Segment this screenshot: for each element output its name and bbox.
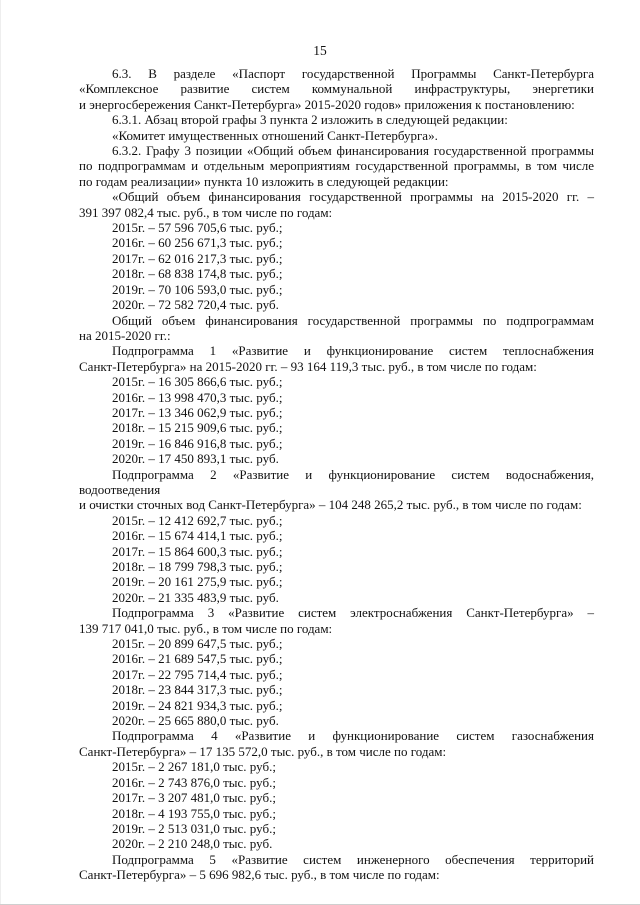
- text-line: 2019г. – 2 513 031,0 тыс. руб.;: [112, 820, 276, 836]
- text-line: 2018г. – 18 799 798,3 тыс. руб.;: [112, 559, 283, 574]
- text-line: 2015г. – 12 412 692,7 тыс. руб.;: [112, 512, 283, 528]
- text-line: 2016г. – 60 256 671,3 тыс. руб.;: [112, 235, 283, 251]
- text-line: 2020г. – 25 665 880,0 тыс. руб.: [112, 713, 279, 729]
- page-number: 15: [313, 43, 327, 58]
- text-line: 2018г. – 15 215 909,6 тыс. руб.;: [112, 420, 283, 436]
- text-line: 2019г. – 20 161 275,9 тыс. руб.;: [112, 574, 283, 590]
- text-line: 2019г. – 16 846 916,8 тыс. руб.;: [112, 435, 283, 451]
- text-line: 2020г. – 2 210 248,0 тыс. руб.: [112, 836, 273, 852]
- text-line: 2019г. – 24 821 934,3 тыс. руб.;: [112, 697, 283, 713]
- text-line: Общий объем финансирования государственной программы по подпрограммам: [112, 312, 594, 328]
- text-line: «Комитет имущественных отношений Санкт-Петербурга».: [112, 127, 438, 143]
- text-line: Подпрограмма 5 «Развитие систем инженерного обеспечения территорий: [112, 851, 594, 867]
- text-line: 6.3.1. Абзац второй графы 3 пункта 2 изложить в следующей редакции:: [112, 112, 508, 128]
- text-line: 2020г. – 17 450 893,1 тыс. руб.: [112, 451, 279, 467]
- text-line: Санкт-Петербурга» на 2015-2020 гг. – 93 164 119,3 тыс. руб., в том числе по годам:: [79, 358, 537, 374]
- text-line: 2017г. – 15 864 600,3 тыс. руб.;: [112, 543, 283, 559]
- text-line: 2020г. – 72 582 720,4 тыс. руб.: [112, 297, 279, 313]
- text-line: 139 717 041,0 тыс. руб., в том числе по годам:: [79, 620, 333, 636]
- text-line: Санкт-Петербурга» – 5 696 982,6 тыс. руб., в том числе по годам:: [79, 867, 440, 883]
- text-line: Подпрограмма 3 «Развитие систем электроснабжения Санкт-Петербурга» –: [112, 605, 594, 621]
- text-line: 2016г. – 15 674 414,1 тыс. руб.;: [112, 528, 283, 544]
- text-line: 2015г. – 20 899 647,5 тыс. руб.;: [112, 636, 283, 652]
- text-line: и энергосбережения Санкт-Петербурга» 2015-2020 годов» приложения к постановлению:: [79, 96, 575, 112]
- text-line: 2018г. – 68 838 174,8 тыс. руб.;: [112, 266, 283, 282]
- text-line: 2019г. – 70 106 593,0 тыс. руб.;: [112, 281, 283, 297]
- text-line: 391 397 082,4 тыс. руб., в том числе по годам:: [79, 204, 333, 220]
- text-line: 6.3.2. Графу 3 позиции «Общий объем финансирования государственной программы: [112, 143, 594, 159]
- text-line: 2016г. – 13 998 470,3 тыс. руб.;: [112, 389, 283, 405]
- text-line: 2017г. – 62 016 217,3 тыс. руб.;: [112, 250, 283, 266]
- text-line: и очистки сточных вод Санкт-Петербурга» – 104 248 265,2 тыс. руб., в том числе по годам:: [79, 497, 582, 513]
- text-line: «Комплексное развитие систем коммунальной инфраструктуры, энергетики: [79, 81, 594, 97]
- text-line: Подпрограмма 4 «Развитие и функционирование систем газоснабжения: [112, 728, 594, 744]
- text-line: 2015г. – 2 267 181,0 тыс. руб.;: [112, 759, 276, 775]
- text-line: 2017г. – 22 795 714,4 тыс. руб.;: [112, 666, 283, 682]
- text-line: 2016г. – 2 743 876,0 тыс. руб.;: [112, 774, 276, 790]
- text-line: по годам реализации» пункта 10 изложить в следующей редакции:: [79, 173, 449, 189]
- text-line: Санкт-Петербурга» – 17 135 572,0 тыс. руб., в том числе по годам:: [79, 743, 447, 759]
- text-line: по подпрограммам и отдельным мероприятиям государственной программы, в том числе: [79, 158, 594, 174]
- text-line: 2016г. – 21 689 547,5 тыс. руб.;: [112, 651, 283, 667]
- text-line: 2015г. – 57 596 705,6 тыс. руб.;: [112, 220, 283, 236]
- document-body: [79, 66, 594, 883]
- text-line: 2018г. – 4 193 755,0 тыс. руб.;: [112, 805, 276, 821]
- text-line: «Общий объем финансирования государственной программы на 2015-2020 гг. –: [112, 189, 594, 205]
- scan-edge: [0, 0, 1, 905]
- text-line: 2017г. – 13 346 062,9 тыс. руб.;: [112, 404, 283, 420]
- text-line: Подпрограмма 2 «Развитие и функционирование систем водоснабжения, водоотведения: [79, 466, 594, 497]
- text-line: 6.3. В разделе «Паспорт государственной Программы Санкт-Петербурга: [112, 66, 594, 81]
- text-line: на 2015-2020 гг.:: [79, 327, 171, 343]
- text-line: Подпрограмма 1 «Развитие и функционирование систем теплоснабжения: [112, 343, 594, 359]
- text-line: 2017г. – 3 207 481,0 тыс. руб.;: [112, 790, 276, 806]
- text-line: 2020г. – 21 335 483,9 тыс. руб.: [112, 589, 279, 605]
- text-line: 2015г. – 16 305 866,6 тыс. руб.;: [112, 374, 283, 390]
- text-line: 2018г. – 23 844 317,3 тыс. руб.;: [112, 682, 283, 698]
